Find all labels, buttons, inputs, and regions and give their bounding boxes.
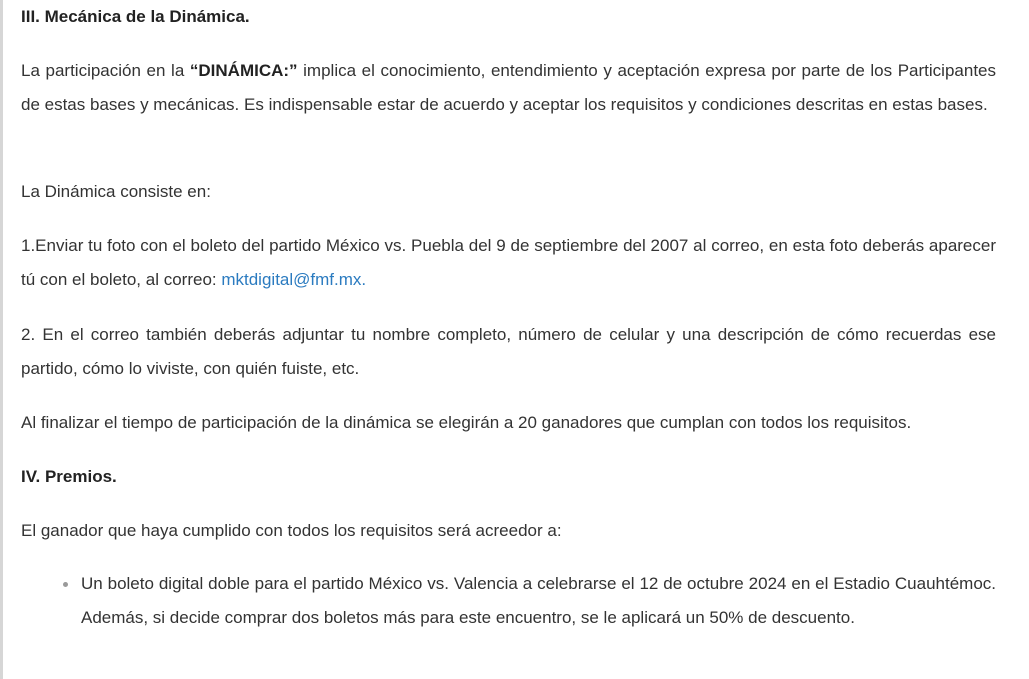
contact-email-link[interactable]: mktdigital@fmf.mx. [221, 270, 367, 289]
section-4-heading: IV. Premios. [21, 467, 117, 486]
prizes-list [21, 567, 996, 635]
section-3-heading: III. Mecánica de la Dinámica. [21, 7, 250, 26]
participation-text-start: La participación en la [21, 61, 190, 80]
winners-paragraph: Al finalizar el tiempo de participación de la dinámica se elegirán a 20 ganadores que cumplan con todos los requisitos. [21, 413, 912, 432]
left-border [0, 0, 3, 679]
step-1-paragraph [21, 229, 996, 297]
step-2-paragraph: 2. En el correo también deberás adjuntar tu nombre completo, número de celular y una descripción de cómo recuerdas ese partido, cómo lo viviste, con quién fuiste, etc. [21, 325, 996, 378]
prize-text: Un boleto digital doble para el partido México vs. Valencia a celebrarse el 12 de octubre 2024 en el Estadio Cuauhtémoc. Además, si decide comprar dos boletos más para este encuentro, se le aplicará un 50% de descuento. [81, 574, 996, 627]
step-1-text: 1.Enviar tu foto con el boleto del partido México vs. Puebla del 9 de septiembre del 2007 al correo, en esta foto deberás aparecer tú con el boleto, al correo: [21, 236, 996, 289]
bullet-icon [63, 582, 68, 587]
list-item [21, 567, 996, 635]
prizes-intro-paragraph: El ganador que haya cumplido con todos los requisitos será acreedor a: [21, 521, 562, 540]
dinamica-emphasis: “DINÁMICA:” [189, 61, 298, 80]
participation-text-end: implica el conocimiento, entendimiento y aceptación expresa por parte de los Participantes de estas bases y mecánicas. Es indispensable estar de acuerdo y aceptar los requisitos y condiciones descritas en estas bases. [21, 61, 996, 114]
participation-paragraph [21, 54, 996, 122]
dinamica-consists-paragraph: La Dinámica consiste en: [21, 182, 211, 201]
